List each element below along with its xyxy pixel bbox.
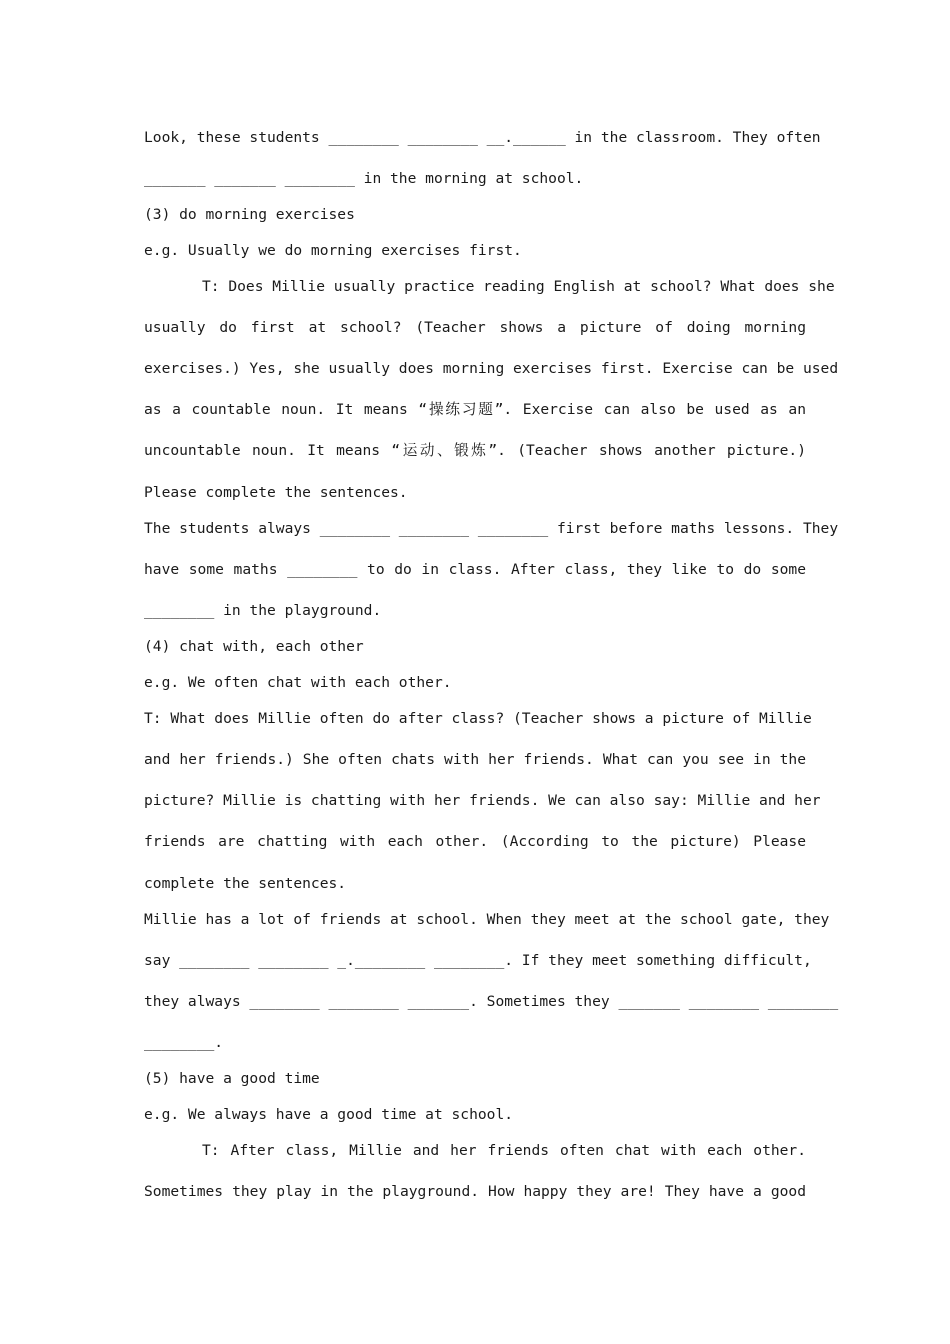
text-line: _______ _______ ________ in the morning at school. (144, 170, 584, 187)
text-line: as a countable noun. It means “操练习题”. Exercise can also be used as an (144, 401, 806, 418)
text-line: ________. (144, 1034, 224, 1051)
text-line: and her friends.) She often chats with her friends. What can you see in the (144, 751, 806, 768)
example-line: e.g. Usually we do morning exercises first. (144, 242, 522, 259)
text-line: Sometimes they play in the playground. How happy they are! They have a good (144, 1183, 806, 1200)
text-line: have some maths ________ to do in class. After class, they like to do some (144, 561, 806, 578)
text-line: complete the sentences. (144, 875, 347, 892)
text-line: usually do first at school? (Teacher shows a picture of doing morning (144, 319, 806, 336)
text-line: The students always ________ ________ ________ first before maths lessons. They (144, 520, 839, 537)
example-line: e.g. We always have a good time at school. (144, 1106, 514, 1123)
text-line: exercises.) Yes, she usually does morning exercises first. Exercise can be used (144, 360, 839, 377)
text-line: T: After class, Millie and her friends often chat with each other. (202, 1142, 806, 1159)
text-line: ________ in the playground. (144, 602, 382, 619)
text-line: Millie has a lot of friends at school. When they meet at the school gate, they (144, 911, 830, 928)
text-line: picture? Millie is chatting with her friends. We can also say: Millie and her (144, 792, 821, 809)
text-line: Look, these students ________ ________ __.______ in the classroom. They often (144, 129, 821, 146)
text-line: Please complete the sentences. (144, 484, 408, 501)
section-heading: (5) have a good time (144, 1070, 320, 1087)
text-line: T: Does Millie usually practice reading English at school? What does she (202, 278, 835, 295)
text-line: T: What does Millie often do after class? (Teacher shows a picture of Millie (144, 710, 812, 727)
example-line: e.g. We often chat with each other. (144, 674, 452, 691)
text-line: uncountable noun. It means “运动、锻炼”. (Teacher shows another picture.) (144, 442, 806, 459)
section-heading: (3) do morning exercises (144, 206, 355, 223)
section-heading: (4) chat with, each other (144, 638, 364, 655)
text-line: friends are chatting with each other. (According to the picture) Please (144, 833, 806, 850)
text-line: say ________ ________ _.________ ________. If they meet something difficult, (144, 952, 812, 969)
text-line: they always ________ ________ _______. Sometimes they _______ ________ ________ (144, 993, 839, 1010)
